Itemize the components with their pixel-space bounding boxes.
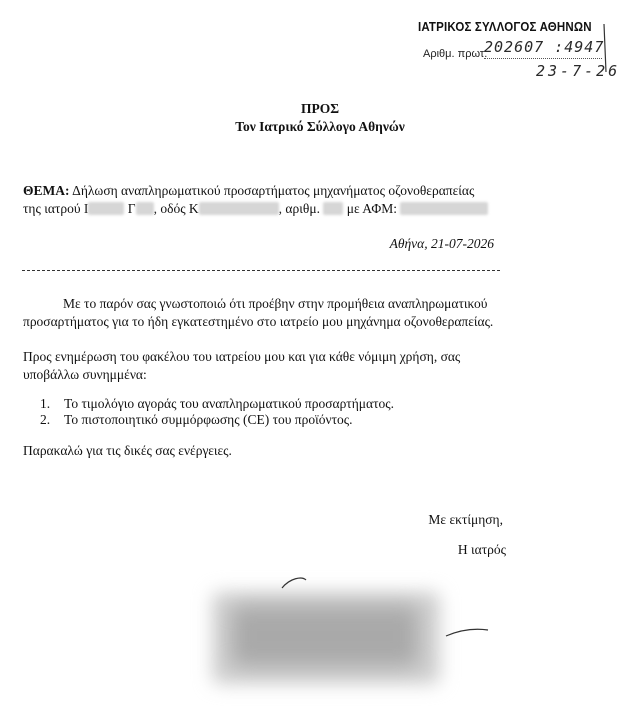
name-initial-2: Γ bbox=[127, 201, 136, 216]
signature-stroke-right bbox=[446, 629, 488, 636]
street-label: , οδός bbox=[153, 201, 186, 216]
number-label: , αριθμ. bbox=[278, 201, 320, 216]
para2-line1: Προς ενημέρωση του φακέλου του ιατρείου μου και για κάθε νόμιμη χρήση, σας bbox=[23, 349, 461, 364]
signature-stroke-left bbox=[282, 578, 306, 588]
attachment-1-number: 1. bbox=[40, 396, 51, 411]
street-initial: Κ bbox=[188, 201, 199, 216]
protocol-label: Αριθμ. πρωτ. bbox=[423, 48, 488, 60]
para1-line2: προσαρτήματος για το ήδη εγκατεστημένο στο ιατρείο μου μηχάνημα οζονοθεραπείας. bbox=[23, 314, 494, 329]
stamp-title: ΙΑΤΡΙΚΟΣ ΣΥΛΛΟΓΟΣ ΑΘΗΝΩΝ bbox=[418, 20, 592, 34]
attachment-2-text: Το πιστοποιητικό συμμόρφωσης (CE) του προϊόντος. bbox=[64, 412, 353, 427]
closing-regards: Με εκτίμηση, bbox=[428, 512, 503, 527]
recipient-title: ΠΡΟΣ bbox=[300, 101, 340, 116]
protocol-date: 23-7-26 bbox=[536, 62, 621, 80]
attachment-2-number: 2. bbox=[40, 412, 51, 427]
letter-date: Αθήνα, 21-07-2026 bbox=[389, 236, 494, 251]
subject-prefix: της ιατρού bbox=[23, 201, 81, 216]
name-initial-1: Ι bbox=[83, 201, 89, 216]
para2-line2: υποβάλλω συνημμένα: bbox=[23, 367, 147, 382]
signature-role: Η ιατρός bbox=[457, 542, 506, 557]
request-line: Παρακαλώ για τις δικές σας ενέργειες. bbox=[23, 443, 232, 458]
subject-label: ΘΕΜΑ: bbox=[23, 183, 70, 198]
afm-label: με ΑΦΜ: bbox=[346, 201, 398, 216]
recipient-name: Τον Ιατρικό Σύλλογο Αθηνών bbox=[235, 119, 405, 134]
attachment-1-text: Το τιμολόγιο αγοράς του αναπληρωματικού προσαρτήματος. bbox=[64, 396, 394, 411]
subject-text: Δήλωση αναπληρωματικού προσαρτήματος μηχανήματος οζονοθεραπείας bbox=[72, 183, 475, 198]
stamp-stroke bbox=[604, 24, 606, 72]
protocol-number: 202607 :4947 bbox=[484, 38, 605, 56]
para1-line1: Με το παρόν σας γνωστοποιώ ότι προέβην στην προμήθεια αναπληρωματικού bbox=[63, 296, 488, 311]
